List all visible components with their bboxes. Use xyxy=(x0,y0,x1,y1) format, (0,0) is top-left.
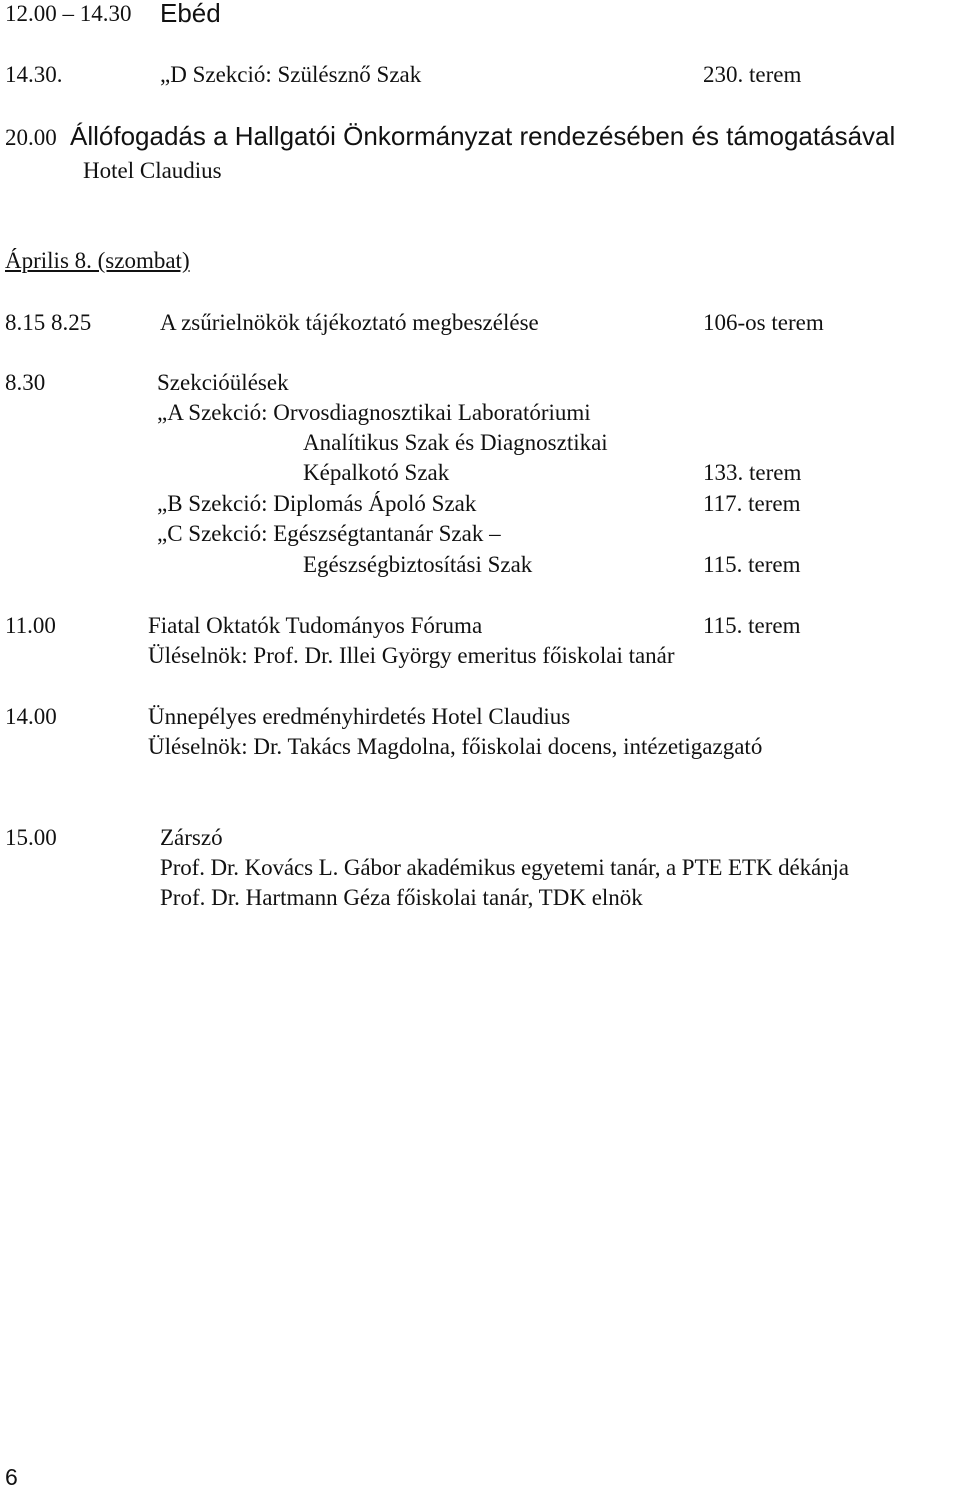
forum-chair: Üléselnök: Prof. Dr. Illei György emeritus főiskolai tanár xyxy=(148,643,675,668)
ebed-time: 12.00 – 14.30 xyxy=(5,1,132,26)
ebed-label: Ebéd xyxy=(160,0,221,28)
d-room: 230. terem xyxy=(703,62,802,87)
closing-time: 15.00 xyxy=(5,825,57,850)
zsuri-label: A zsűrielnökök tájékoztató megbeszélése xyxy=(160,310,539,335)
section-c-room: 115. terem xyxy=(703,552,801,577)
d-time: 14.30. xyxy=(5,62,63,87)
closing-speaker-2: Prof. Dr. Hartmann Géza főiskolai tanár, TDK elnök xyxy=(160,885,643,910)
session-heading: Szekcióülések xyxy=(157,370,289,395)
closing-label: Zárszó xyxy=(160,825,223,850)
forum-room: 115. terem xyxy=(703,613,801,638)
forum-time: 11.00 xyxy=(5,613,56,638)
section-a-room: 133. terem xyxy=(703,460,802,485)
day-heading: Április 8. (szombat) xyxy=(5,248,190,273)
ceremony-time: 14.00 xyxy=(5,704,57,729)
section-c-line2: Egészségbiztosítási Szak xyxy=(303,552,533,577)
session-time-830: 8.30 xyxy=(5,370,46,395)
allofogadas-place: Hotel Claudius xyxy=(83,158,222,183)
allofogadas-time: 20.00 xyxy=(5,125,57,150)
zsuri-time: 8.15 8.25 xyxy=(5,310,92,335)
allofogadas-label: Állófogadás a Hallgatói Önkormányzat rendezésében és támogatásával xyxy=(70,121,896,151)
section-a-line1: „A Szekció: Orvosdiagnosztikai Laboratóriumi xyxy=(157,400,591,425)
ceremony-label: Ünnepélyes eredményhirdetés Hotel Claudius xyxy=(148,704,571,729)
d-label: „D Szekció: Szülésznő Szak xyxy=(160,62,422,87)
section-a-line3: Képalkotó Szak xyxy=(303,460,450,485)
section-a-line2: Analítikus Szak és Diagnosztikai xyxy=(303,430,608,455)
zsuri-room: 106-os terem xyxy=(703,310,824,335)
section-c-line1: „C Szekció: Egészségtantanár Szak – xyxy=(157,521,501,546)
section-b-room: 117. terem xyxy=(703,491,801,516)
section-b-label: „B Szekció: Diplomás Ápoló Szak xyxy=(157,491,477,516)
page-number: 6 xyxy=(5,1464,18,1490)
closing-speaker-1: Prof. Dr. Kovács L. Gábor akadémikus egyetemi tanár, a PTE ETK dékánja xyxy=(160,855,849,880)
ceremony-chair: Üléselnök: Dr. Takács Magdolna, főiskolai docens, intézetigazgató xyxy=(148,734,763,759)
forum-label: Fiatal Oktatók Tudományos Fóruma xyxy=(148,613,483,638)
